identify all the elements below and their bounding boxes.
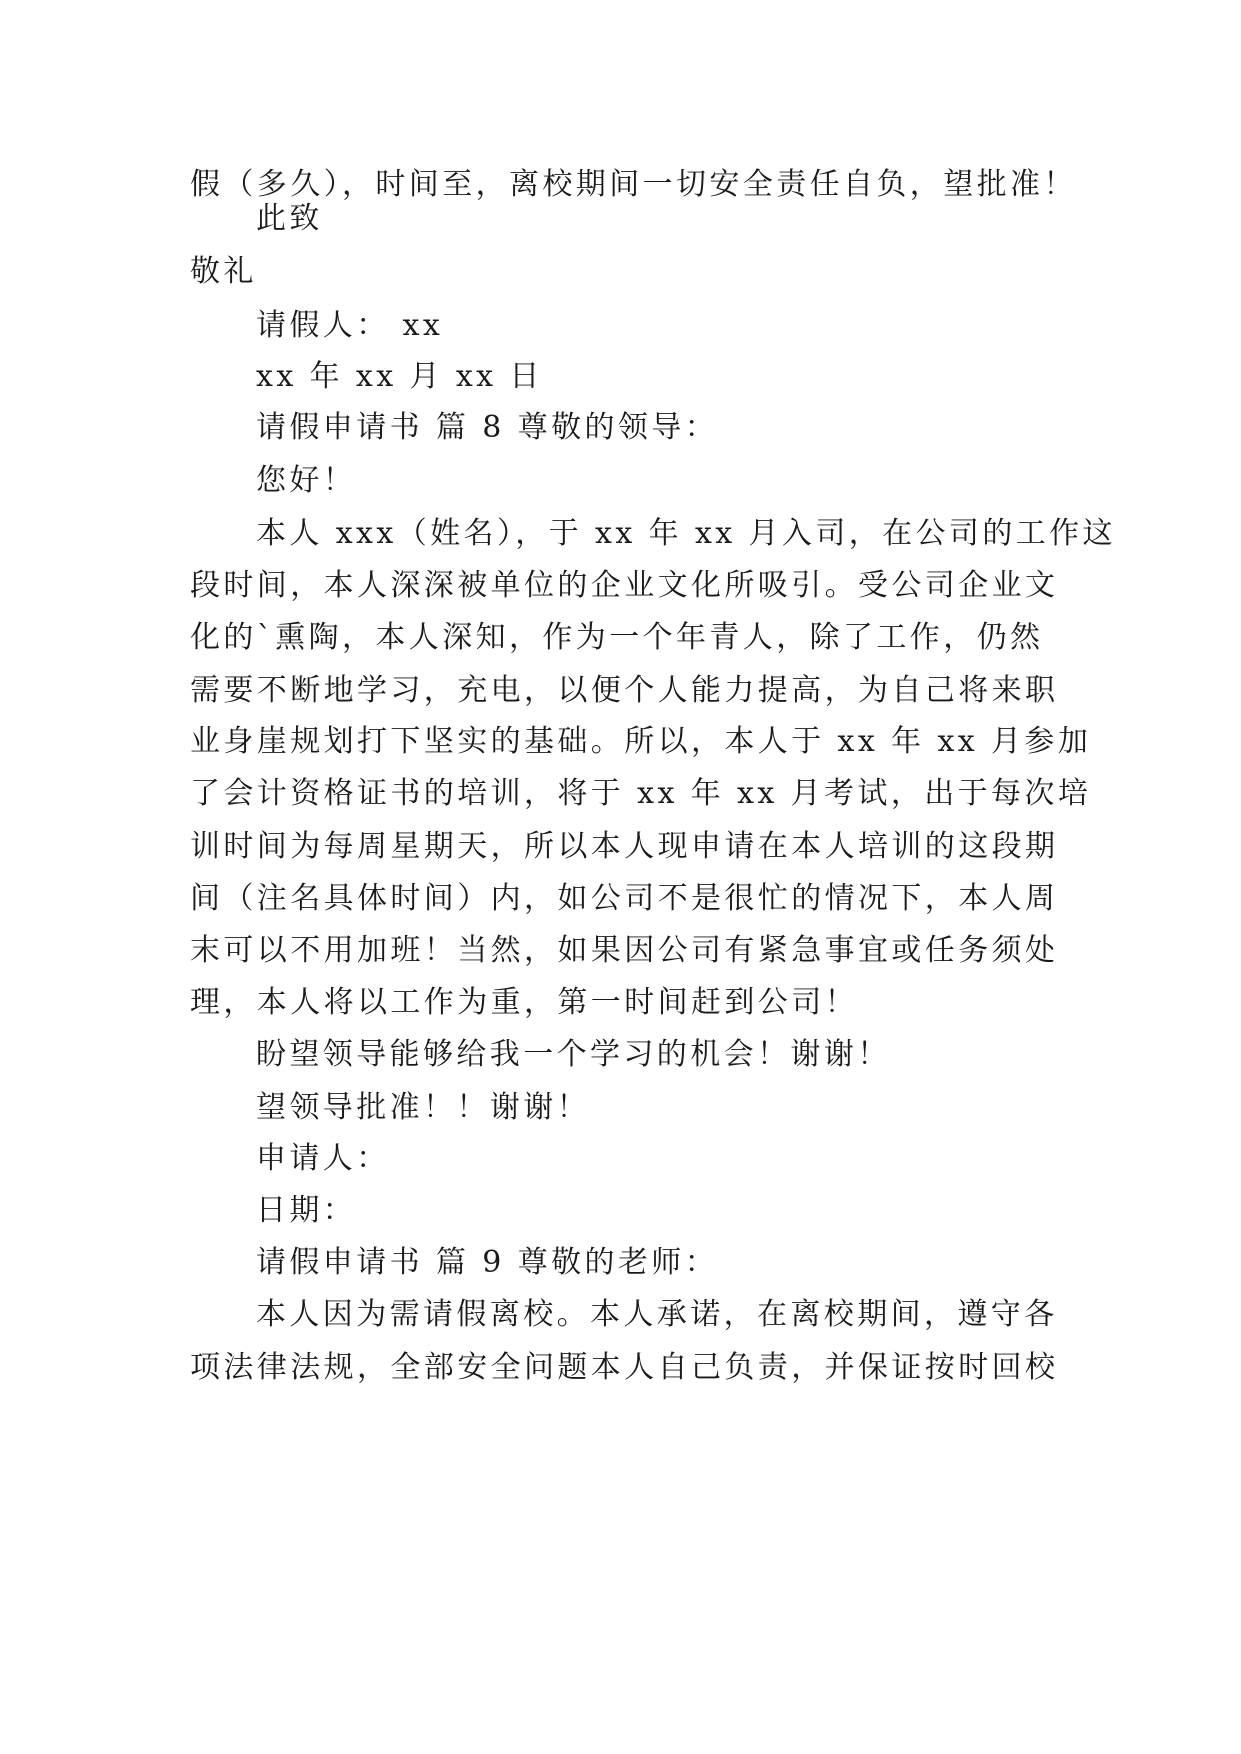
text-line: 化的`熏陶，本人深知，作为一个年青人，除了工作，仍然 [190,620,1044,655]
text-line: 项法律法规，全部安全问题本人自己负责，并保证按时回校 [190,1350,1059,1385]
text-line: 请假申请书 篇 9 尊敬的老师： [256,1245,719,1280]
text-line: 申请人： [256,1141,390,1176]
text-line: 日期： [256,1193,357,1228]
text-line: 段时间，本人深深被单位的企业文化所吸引。受公司企业文 [190,568,1059,603]
text-line: 敬礼 [190,254,257,289]
text-line: 您好！ [256,463,357,498]
text-line: 本人因为需请假离校。本人承诺，在离校期间，遵守各 [256,1297,1058,1332]
text-line: 本人 xxx（姓名），于 xx 年 xx 月入司，在公司的工作这 [256,516,1116,551]
text-line: 间（注名具体时间）内，如公司不是很忙的情况下，本人周 [190,881,1059,916]
text-line: 需要不断地学习，充电，以便个人能力提高，为自己将来职 [190,673,1059,708]
text-line: 训时间为每周星期天，所以本人现申请在本人培训的这段期 [190,829,1059,864]
text-line: 业身崖规划打下坚实的基础。所以，本人于 xx 年 xx 月参加 [190,724,1092,759]
text-line: xx 年 xx 月 xx 日 [256,359,543,394]
text-line: 望领导批准！！谢谢！ [256,1090,590,1125]
text-line: 此致 [256,201,323,236]
text-line: 末可以不用加班！当然，如果因公司有紧急事宜或任务须处 [190,933,1059,968]
text-line: 理，本人将以工作为重，第一时间赶到公司！ [190,985,858,1020]
text-line: 请假申请书 篇 8 尊敬的领导： [256,410,719,445]
text-line: 假（多久），时间至，离校期间一切安全责任自负，望批准！ [190,167,1077,202]
text-line: 请假人： xx [256,308,444,343]
text-line: 了会计资格证书的培训，将于 xx 年 xx 月考试，出于每次培 [190,776,1092,811]
text-line: 盼望领导能够给我一个学习的机会！谢谢！ [256,1037,891,1072]
